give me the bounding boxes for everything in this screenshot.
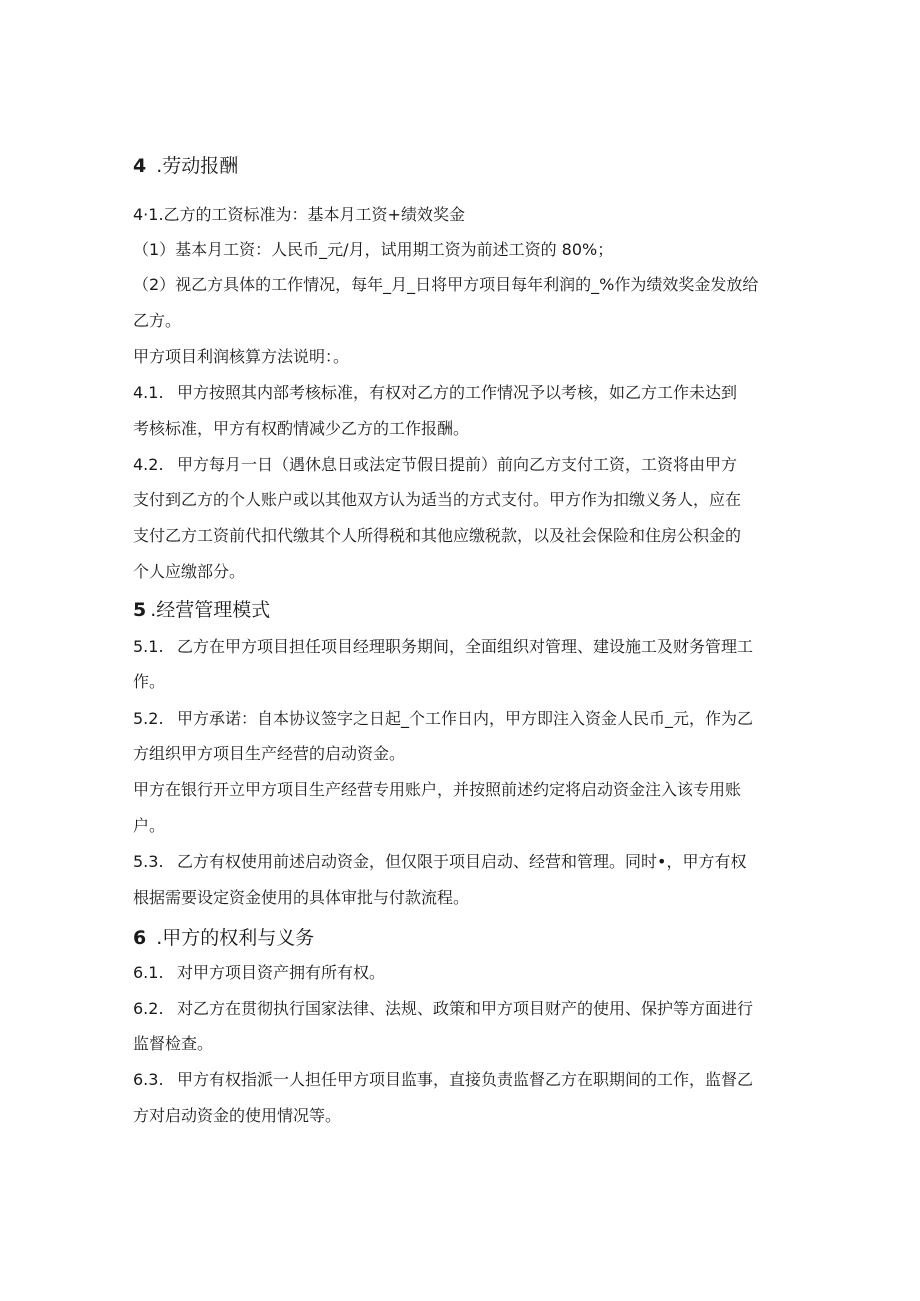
section-6-heading	[133, 925, 314, 951]
clause-5-1-number: 5.1.	[133, 637, 164, 656]
section-6-number: 6	[133, 927, 147, 949]
clause-4-2-cont-2: 支付乙方工资前代扣代缴其个人所得税和其他应缴税款，以及社会保险和住房公积金的	[133, 526, 742, 545]
section-4-number: 4	[133, 155, 147, 177]
clause-bonus: （2）视乙方具体的工作情况，每年_月_日将甲方项目每年利润的_%作为绩效奖金发放给	[133, 275, 759, 294]
clause-base-salary: （1）基本月工资：人民币_元/月，试用期工资为前述工资的 80%；	[133, 240, 614, 259]
clause-6-3-number: 6.3.	[133, 1070, 164, 1089]
section-4-title: .劳动报酬	[156, 155, 239, 177]
clause-5-3-text: 乙方有权使用前述启动资金，但仅限于项目启动、经营和管理。同时•，甲方有权	[177, 852, 747, 871]
clause-6-3	[133, 1069, 753, 1091]
clause-6-3-text: 甲方有权指派一人担任甲方项目监事，直接负责监督乙方在职期间的工作，监督乙	[177, 1070, 754, 1089]
section-5-number: 5	[133, 599, 147, 621]
clause-5-3	[133, 851, 746, 873]
clause-5-2-number: 5.2.	[133, 709, 164, 728]
clause-4-2-text: 甲方每月一日（遇休息日或法定节假日提前）前向乙方支付工资，工资将由甲方	[177, 455, 738, 474]
clause-4-1-number: 4.1.	[133, 383, 164, 402]
section-5-heading	[133, 597, 270, 623]
clause-4-1	[133, 382, 737, 404]
clause-4-1-text: 甲方按照其内部考核标准，有权对乙方的工作情况予以考核，如乙方工作未达到	[177, 383, 738, 402]
clause-6-2-text: 对乙方在贯彻执行国家法律、法规、政策和甲方项目财产的使用、保护等方面进行	[177, 999, 754, 1018]
clause-5-3-cont: 根据需要设定资金使用的具体审批与付款流程。	[133, 888, 470, 907]
section-6-title: .甲方的权利与义务	[156, 927, 315, 949]
clause-5-2-cont: 方组织甲方项目生产经营的启动资金。	[133, 744, 406, 763]
clause-6-2-number: 6.2.	[133, 999, 164, 1018]
clause-5-1	[133, 636, 753, 658]
clause-5-2-text: 甲方承诺：自本协议签字之日起_个工作日内，甲方即注入资金人民币_元，作为乙	[177, 709, 754, 728]
clause-5-1-cont: 作。	[133, 672, 166, 691]
clause-4-2-number: 4.2.	[133, 455, 164, 474]
clause-5-1-text: 乙方在甲方项目担任项目经理职务期间，全面组织对管理、建设施工及财务管理工	[177, 637, 754, 656]
clause-5-3-number: 5.3.	[133, 852, 164, 871]
clause-bonus-cont: 乙方。	[133, 311, 182, 330]
clause-4-2-cont-1: 支付到乙方的个人账户或以其他双方认为适当的方式支付。甲方作为扣缴义务人，应在	[133, 490, 742, 509]
clause-6-1-text: 对甲方项目资产拥有所有权。	[177, 963, 386, 982]
clause-4-1-salary-standard: 4·1.乙方的工资标准为：基本月工资+绩效奖金	[133, 205, 465, 224]
bank-account-paragraph-cont: 户。	[133, 816, 166, 835]
bank-account-paragraph: 甲方在银行开立甲方项目生产经营专用账户，并按照前述约定将启动资金注入该专用账	[133, 780, 742, 799]
clause-4-2	[133, 454, 737, 476]
section-5-title: .经营管理模式	[150, 599, 271, 621]
clause-6-2-cont: 监督检查。	[133, 1034, 214, 1053]
clause-6-1	[133, 962, 385, 984]
clause-4-2-cont-3: 个人应缴部分。	[133, 562, 246, 581]
section-4-heading	[133, 153, 238, 179]
clause-6-1-number: 6.1.	[133, 963, 164, 982]
clause-6-3-cont: 方对启动资金的使用情况等。	[133, 1106, 342, 1125]
clause-4-1-cont: 考核标准，甲方有权酌情减少乙方的工作报酬。	[133, 419, 470, 438]
clause-5-2	[133, 708, 753, 730]
clause-6-2	[133, 998, 753, 1020]
profit-method-note: 甲方项目利润核算方法说明：。	[133, 347, 350, 366]
